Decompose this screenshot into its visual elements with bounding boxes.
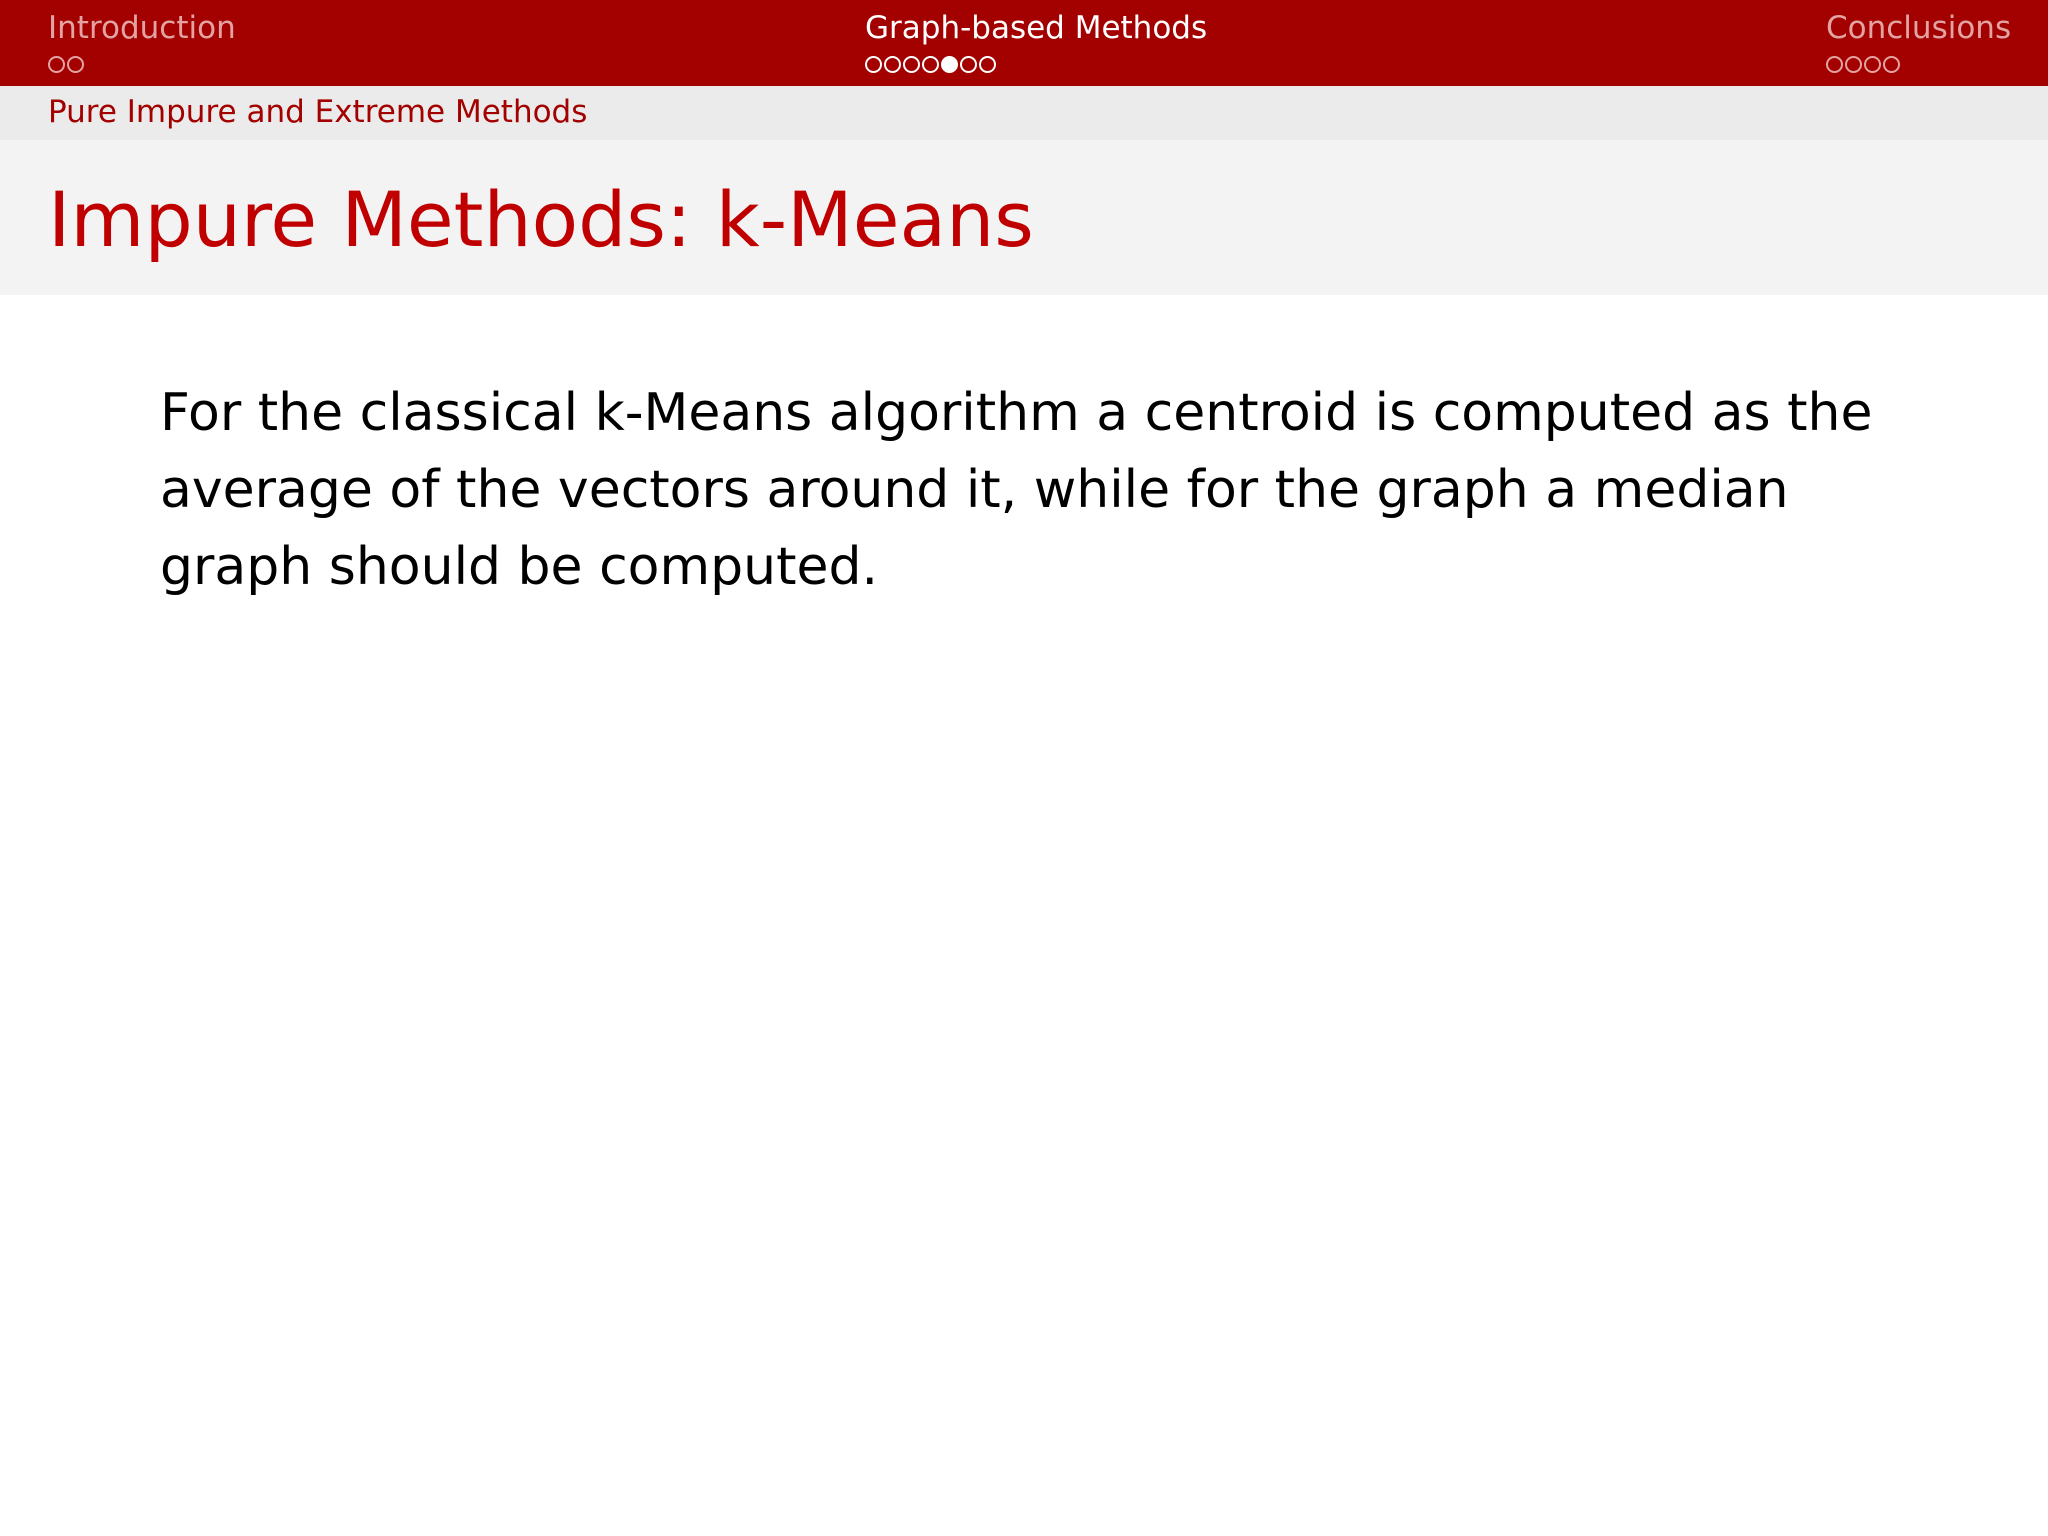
slide-dot[interactable] <box>1826 56 1843 73</box>
slide-dot[interactable] <box>922 56 939 73</box>
nav-section-title[interactable]: Conclusions <box>1826 10 2012 46</box>
body-paragraph: For the classical k-Means algorithm a centroid is computed as the average of the vectors around it, while for the graph a median graph should be computed. <box>160 383 1873 597</box>
frame-title-bar <box>0 140 2048 295</box>
frame-title: Impure Methods: k-Means <box>48 175 1034 264</box>
slide-dot[interactable] <box>884 56 901 73</box>
slide-dot[interactable] <box>1845 56 1862 73</box>
slide-dot[interactable] <box>48 56 65 73</box>
nav-section-title[interactable]: Graph-based Methods <box>865 10 1208 46</box>
slide-dot-current[interactable] <box>941 56 958 73</box>
nav-section-graph-based-methods[interactable] <box>865 8 1207 84</box>
navigation-bar <box>0 0 2048 86</box>
slide-dot[interactable] <box>67 56 84 73</box>
slide-dot[interactable] <box>865 56 882 73</box>
nav-section-title[interactable]: Introduction <box>48 10 236 46</box>
slide-dot[interactable] <box>903 56 920 73</box>
nav-progress-dots <box>48 56 236 73</box>
nav-section-introduction[interactable] <box>48 8 236 84</box>
slide-content <box>160 375 1920 606</box>
slide-dot[interactable] <box>960 56 977 73</box>
nav-section-conclusions[interactable] <box>1826 8 2011 84</box>
nav-progress-dots <box>865 56 1207 73</box>
nav-progress-dots <box>1826 56 2011 73</box>
slide-dot[interactable] <box>979 56 996 73</box>
slide-dot[interactable] <box>1864 56 1881 73</box>
subsection-title: Pure Impure and Extreme Methods <box>48 94 588 130</box>
slide-dot[interactable] <box>1883 56 1900 73</box>
subsection-bar <box>0 86 2048 140</box>
